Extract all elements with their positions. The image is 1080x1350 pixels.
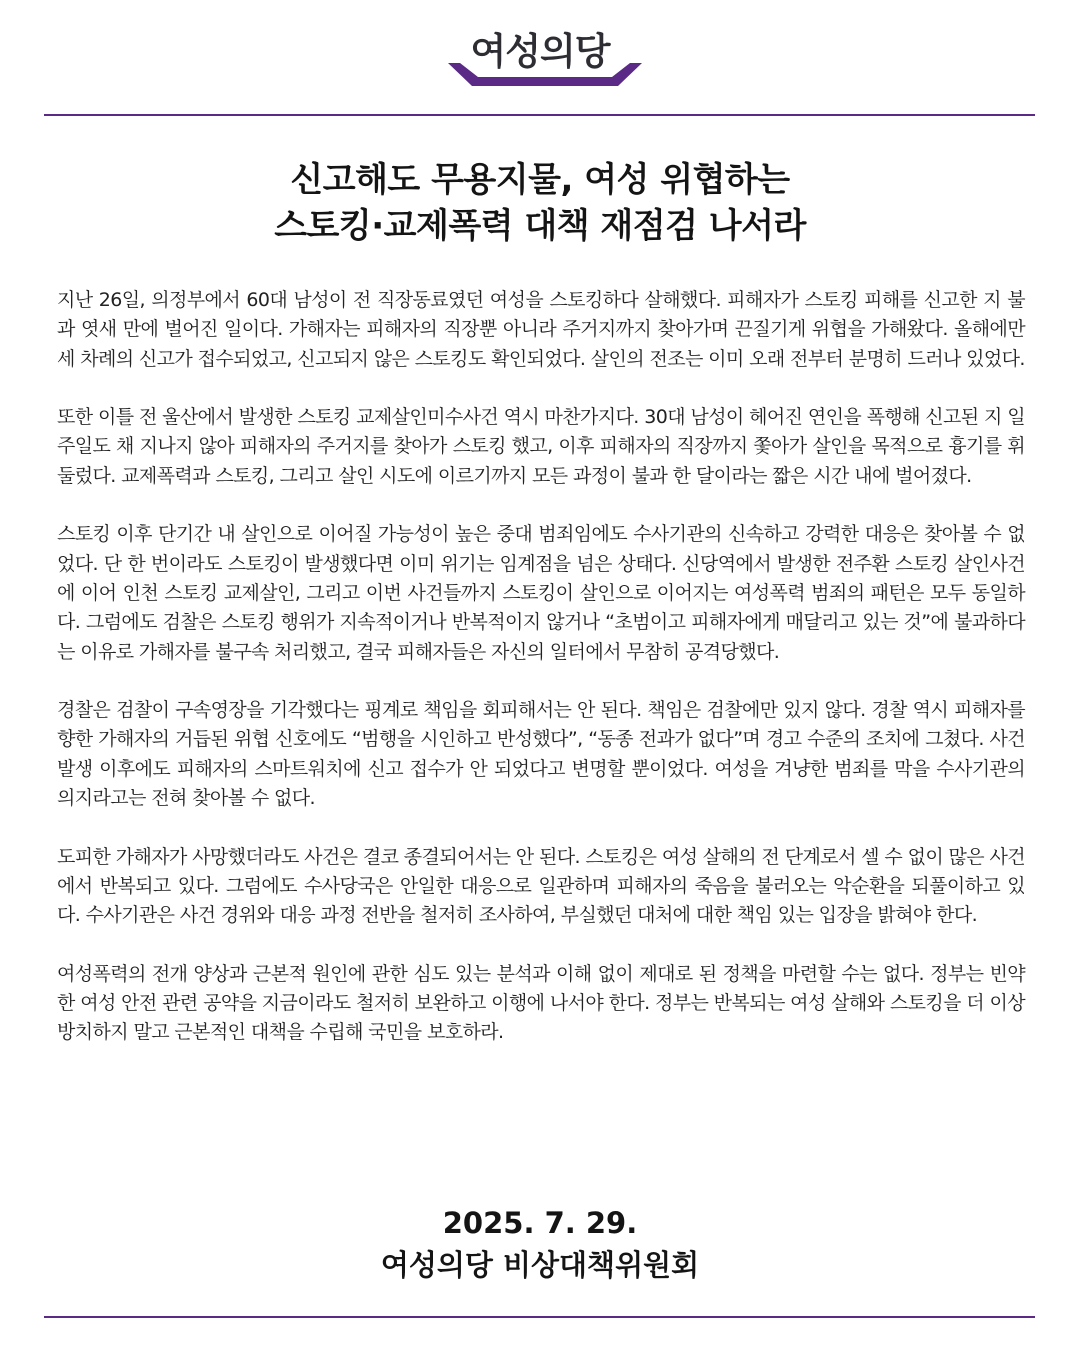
statement-body [57,286,1025,1077]
statement-signature: 여성의당 비상대책위원회 [380,1248,700,1282]
statement-date: 2025. 7. 29. [442,1206,638,1240]
party-logo [0,22,1080,92]
statement-title [40,157,1040,249]
header-divider [44,114,1035,116]
paragraph: 스토킹 이후 단기간 내 살인으로 이어질 가능성이 높은 중대 범죄임에도 수사기관의 신속하고 강력한 대응은 찾아볼 수 없었다. 단 한 번이라도 스토킹이 발생했다면 이미 위기는 임계점을 넘은 상태다. 신당역에서 발생한 전주환 스토킹 살인사건에 이어 인천 스토킹 교제살인, 그리고 이번 사건들까지 스토킹이 살인으로 이어지는 여성폭력 범죄의 패턴은 모두 동일하다. 그럼에도 검찰은 스토킹 행위가 지속적이거나 반복적이지 않거나 “초범이고 피해자에게 매달리고 있는 것”에 불과하다는 이유로 가해자를 불구속 처리했고, 결국 피해자들은 자신의 일터에서 무참히 공격당했다. [57,523,1025,663]
paragraph: 여성폭력의 전개 양상과 근본적 원인에 관한 심도 있는 분석과 이해 없이 제대로 된 정책을 마련할 수는 없다. 정부는 빈약한 여성 안전 관련 공약을 지금이라도 철저히 보완하고 이행에 나서야 한다. 정부는 반복되는 여성 살해와 스토킹을 더 이상 방치하지 말고 근본적인 대책을 수립해 국민을 보호하라. [57,962,1025,1044]
footer-divider [44,1316,1035,1318]
logo-chevron-icon [448,62,642,88]
paragraph: 또한 이틀 전 울산에서 발생한 스토킹 교제살인미수사건 역시 마찬가지다. 30대 남성이 헤어진 연인을 폭행해 신고된 지 일주일도 채 지나지 않아 피해자의 주거지를 찾아가 스토킹 했고, 이후 피해자의 직장까지 쫓아가 살인을 목적으로 흉기를 휘둘렀다. 교제폭력과 스토킹, 그리고 살인 시도에 이르기까지 모든 과정이 불과 한 달이라는 짧은 시간 내에 벌어졌다. [57,406,1025,487]
statement-footer [0,1202,1080,1286]
paragraph: 도피한 가해자가 사망했더라도 사건은 결코 종결되어서는 안 된다. 스토킹은 여성 살해의 전 단계로서 셀 수 없이 많은 사건에서 반복되고 있다. 그럼에도 수사당국은 안일한 대응으로 일관하며 피해자의 죽음을 불러오는 악순환을 되풀이하고 있다. 수사기관은 사건 경위와 대응 과정 전반을 철저히 조사하여, 부실했던 대처에 대한 책임 있는 입장을 밝혀야 한다. [57,845,1025,927]
paragraph: 경찰은 검찰이 구속영장을 기각했다는 핑계로 책임을 회피해서는 안 된다. 책임은 검찰에만 있지 않다. 경찰 역시 피해자를 향한 가해자의 거듭된 위협 신호에도 “범행을 시인하고 반성했다”, “동종 전과가 없다”며 경고 수준의 조치에 그쳤다. 사건 발생 이후에도 피해자의 스마트워치에 신고 접수가 안 되었다고 변명할 뿐이었다. 여성을 겨냥한 범죄를 막을 수사기관의 의지라고는 전혀 찾아볼 수 없다. [57,699,1025,810]
paragraph: 지난 26일, 의정부에서 60대 남성이 전 직장동료였던 여성을 스토킹하다 살해했다. 피해자가 스토킹 피해를 신고한 지 불과 엿새 만에 벌어진 일이다. 가해자는 피해자의 직장뿐 아니라 주거지까지 찾아가며 끈질기게 위협을 가해왔다. 올해에만 세 차례의 신고가 접수되었고, 신고되지 않은 스토킹도 확인되었다. 살인의 전조는 이미 오래 전부터 분명히 드러나 있었다. [57,289,1025,370]
title-line-2: 스토킹·교제폭력 대책 재점검 나서라 [274,206,806,246]
logo-text: 여성의당 [470,30,610,73]
title-line-1: 신고해도 무용지물, 여성 위협하는 [290,160,790,200]
